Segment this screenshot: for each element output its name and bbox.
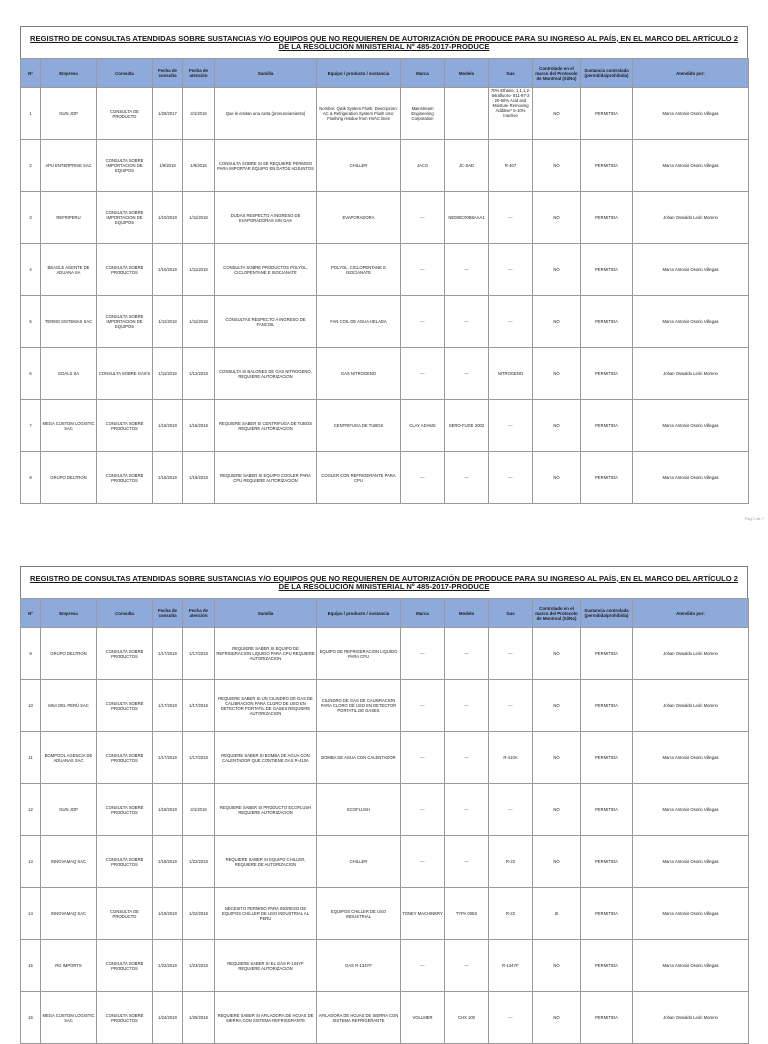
- cell-fa: 1/16/2018: [183, 400, 215, 452]
- cell-n: 11: [21, 732, 41, 784]
- table-row: [21, 296, 749, 348]
- cell-fc: 1/10/2018: [153, 192, 183, 244]
- column-header: Sustancia controlada (permitida/prohibida): [581, 599, 633, 628]
- cell-fa: 1/12/2018: [183, 348, 215, 400]
- cell-marca: CLAY ADAMS: [401, 400, 445, 452]
- cell-empresa: BOMPOOL AGENCIA DE ADUANAS SAC: [41, 732, 97, 784]
- cell-modelo: CHX 100: [445, 992, 489, 1044]
- cell-fc: 1/11/2018: [153, 296, 183, 348]
- cell-sumilla: REQUIERE SABER SI EQUIPO COOLER PARA CPU REQUIERE AUTORIZACION: [215, 452, 317, 504]
- table-row: [21, 888, 749, 940]
- column-header: Marca: [401, 59, 445, 88]
- cell-equipo: FAN COIL DE AGUA HELADA: [317, 296, 401, 348]
- cell-n: 1: [21, 88, 41, 140]
- cell-sumilla: REQUIERE SABER SI PRODUCTO ECOFLUSH REQUIERE AUTORIZACION: [215, 784, 317, 836]
- cell-fc: 1/19/2018: [153, 888, 183, 940]
- cell-gas: R-22: [489, 836, 533, 888]
- cell-fa: 1/17/2018: [183, 680, 215, 732]
- cell-n: 15: [21, 940, 41, 992]
- cell-sumilla: Que le emitan una carta (pronunciamiento): [215, 88, 317, 140]
- cell-fa: 1/23/2018: [183, 940, 215, 992]
- cell-marca: ---: [401, 628, 445, 680]
- cell-ctrl: NO: [533, 400, 581, 452]
- cell-marca: ---: [401, 836, 445, 888]
- cell-consulta: CONSULTA SOBRE PRODUCTOS: [97, 836, 153, 888]
- cell-gas: ---: [489, 784, 533, 836]
- cell-sumilla: NECESITO PERMISO PARA INGRESO DE EQUIPOS CHILLER DE USO INDUSTRIAL AL PERU: [215, 888, 317, 940]
- cell-gas: R-22: [489, 888, 533, 940]
- cell-empresa: MEGA CUSTOM LOGISTIC SAC: [41, 992, 97, 1044]
- column-header: Fecha de atención: [183, 599, 215, 628]
- cell-equipo: GAS R-134YF: [317, 940, 401, 992]
- cell-gas: ---: [489, 452, 533, 504]
- cell-n: 2: [21, 140, 41, 192]
- cell-ctrl: NO: [533, 244, 581, 296]
- cell-sust: PERMITIDA: [581, 452, 633, 504]
- cell-empresa: GUN JOP: [41, 784, 97, 836]
- column-header: Controlado en el marco del Protocolo de Montreal (Si/No): [533, 59, 581, 88]
- cell-ctrl: NO: [533, 940, 581, 992]
- cell-modelo: TYPA 005S: [445, 888, 489, 940]
- table-row: [21, 732, 749, 784]
- cell-equipo: BOMBA DE AGUA CON CALENTADOR: [317, 732, 401, 784]
- cell-gas: R-134YF: [489, 940, 533, 992]
- column-header: Consulta: [97, 59, 153, 88]
- cell-ctrl: NO: [533, 348, 581, 400]
- cell-sumilla: REQUIERE SABER SI EQUIPO DE REFRIGERACION LIQUIDO PARA CPU REQUIERE AUTORIZACION: [215, 628, 317, 680]
- cell-n: 14: [21, 888, 41, 940]
- cell-atendido: Marco Antonio Osorio Villegas: [633, 452, 749, 504]
- cell-sumilla: CONSULTAS RESPECTO A INGRESO DE FANCOIL: [215, 296, 317, 348]
- cell-modelo: ---: [445, 296, 489, 348]
- cell-atendido: Marco Antonio Osorio Villegas: [633, 888, 749, 940]
- cell-fa: 2/1/2018: [183, 88, 215, 140]
- cell-sumilla: CONSULTA SI BALONES DE GAS NITROGENO, REQUIERE AUTORIZACION: [215, 348, 317, 400]
- column-header: Fecha de consulta: [153, 599, 183, 628]
- cell-gas: R-410A: [489, 732, 533, 784]
- cell-atendido: Marco Antonio Osorio Villegas: [633, 732, 749, 784]
- cell-gas: ---: [489, 992, 533, 1044]
- cell-empresa: GUN JOP: [41, 88, 97, 140]
- cell-ctrl: NO: [533, 296, 581, 348]
- cell-ctrl: NO: [533, 732, 581, 784]
- cell-modelo: NE090C00B6AAA1: [445, 192, 489, 244]
- cell-equipo: POLYOL, CICLOPENTANE E ISOCIANATE: [317, 244, 401, 296]
- cell-fc: 1/17/2018: [153, 628, 183, 680]
- cell-consulta: CONSULTA SOBRE GAS'S: [97, 348, 153, 400]
- cell-gas: ---: [489, 400, 533, 452]
- cell-empresa: TERMO SISTEMAS SAC: [41, 296, 97, 348]
- cell-sust: PERMITIDA: [581, 732, 633, 784]
- cell-marca: ---: [401, 732, 445, 784]
- cell-marca: ---: [401, 452, 445, 504]
- cell-sust: PERMITIDA: [581, 348, 633, 400]
- cell-sust: PERMITIDA: [581, 192, 633, 244]
- cell-ctrl: NO: [533, 88, 581, 140]
- cell-n: 10: [21, 680, 41, 732]
- table-row: [21, 836, 749, 888]
- cell-fc: 1/11/2018: [153, 348, 183, 400]
- cell-fc: 1/9/2018: [153, 140, 183, 192]
- cell-ctrl: NO: [533, 680, 581, 732]
- table-row: [21, 680, 749, 732]
- cell-atendido: Marco Antonio Osorio Villegas: [633, 296, 749, 348]
- column-header: Atendido por:: [633, 59, 749, 88]
- cell-ctrl: NO: [533, 192, 581, 244]
- cell-fc: 1/19/2018: [153, 836, 183, 888]
- column-header: Consulta: [97, 599, 153, 628]
- cell-equipo: EQUIPO DE REFRIGERACION LIQUIDO PARA CPU: [317, 628, 401, 680]
- cell-fc: 1/29/2017: [153, 88, 183, 140]
- cell-gas: ---: [489, 192, 533, 244]
- cell-sumilla: REQUIERE SABER SI EL GAS R-134YF REQUIERE AUTORIZACION: [215, 940, 317, 992]
- cell-consulta: CONSULTA DE PRODUCTO: [97, 888, 153, 940]
- cell-sumilla: REQUIERE SABER SI UN CILINDRO DE GAS DE CALIBRACION PARA CLORO DE USO EN DETECTOR PORTATIL DE GASES REQUIERE AUTORIZACION: [215, 680, 317, 732]
- cell-modelo: [445, 88, 489, 140]
- column-header: Sustancia controlada (permitida/prohibida): [581, 59, 633, 88]
- cell-marca: TONEY MACHINERY: [401, 888, 445, 940]
- table-row: [21, 244, 749, 296]
- cell-atendido: Marco Antonio Osorio Villegas: [633, 400, 749, 452]
- column-header: Fecha de atención: [183, 59, 215, 88]
- cell-sumilla: DUDAS RESPECTO A INGRESO DE EVAPORADORAS SIN GAS: [215, 192, 317, 244]
- cell-equipo: EQUIPOS CHILLER DE USO INDUSTRIAL: [317, 888, 401, 940]
- cell-consulta: CONSULTA SOBRE PRODUCTOS: [97, 992, 153, 1044]
- cell-consulta: CONSULTA SOBRE PRODUCTOS: [97, 400, 153, 452]
- cell-sust: PERMITIDA: [581, 244, 633, 296]
- cell-marca: ---: [401, 192, 445, 244]
- cell-n: 3: [21, 192, 41, 244]
- cell-gas: ---: [489, 244, 533, 296]
- cell-equipo: EVAPORADORA: [317, 192, 401, 244]
- cell-fa: 1/11/2018: [183, 296, 215, 348]
- column-header: Modelo: [445, 599, 489, 628]
- cell-sust: PERMITIDA: [581, 940, 633, 992]
- cell-atendido: Johan Oswaldo León Moreno: [633, 628, 749, 680]
- cell-modelo: ---: [445, 940, 489, 992]
- cell-consulta: CONSULTA SOBRE PRODUCTOS: [97, 732, 153, 784]
- cell-fa: 1/9/2018: [183, 140, 215, 192]
- cell-fc: 1/16/2018: [153, 452, 183, 504]
- cell-sust: PERMITIDA: [581, 992, 633, 1044]
- cell-fc: 1/10/2018: [153, 244, 183, 296]
- cell-gas: ---: [489, 680, 533, 732]
- cell-consulta: CONSULTA SOBRE PRODUCTOS: [97, 452, 153, 504]
- cell-empresa: GRUPO DELTRON: [41, 628, 97, 680]
- cell-modelo: ---: [445, 244, 489, 296]
- column-header: Fecha de consulta: [153, 59, 183, 88]
- column-header: Nº: [21, 599, 41, 628]
- cell-modelo: ---: [445, 628, 489, 680]
- consultas-table: [20, 598, 749, 1044]
- column-header: Modelo: [445, 59, 489, 88]
- cell-empresa: BEAGLE AGENTE DE ADUANA SA: [41, 244, 97, 296]
- cell-ctrl: NO: [533, 992, 581, 1044]
- cell-fa: 1/16/2018: [183, 452, 215, 504]
- table-header-row: [21, 59, 749, 88]
- cell-fa: 1/22/2018: [183, 836, 215, 888]
- cell-empresa: MSA DEL PERÚ SAC: [41, 680, 97, 732]
- cell-fa: 1/22/2018: [183, 888, 215, 940]
- cell-fa: 1/25/2018: [183, 992, 215, 1044]
- cell-fc: 1/24/2018: [153, 992, 183, 1044]
- cell-consulta: CONSULTA SOBRE IMPORTACION DE EQUIPOS: [97, 140, 153, 192]
- column-header: Sumilla: [215, 599, 317, 628]
- cell-atendido: Marco Antonio Osorio Villegas: [633, 140, 749, 192]
- table-row: [21, 348, 749, 400]
- cell-empresa: APU ENTERPRISE SAC: [41, 140, 97, 192]
- cell-n: 4: [21, 244, 41, 296]
- cell-marca: ---: [401, 784, 445, 836]
- cell-n: 13: [21, 836, 41, 888]
- column-header: Sumilla: [215, 59, 317, 88]
- cell-equipo: CHILLER: [317, 140, 401, 192]
- table-row: [21, 452, 749, 504]
- cell-gas: NITROGENO: [489, 348, 533, 400]
- cell-n: 16: [21, 992, 41, 1044]
- cell-empresa: INNOVAMAQ SAC: [41, 888, 97, 940]
- cell-modelo: ---: [445, 680, 489, 732]
- cell-sumilla: CONSULTA SOBRE SI SE REQUIERE PERMISO PARA IMPORTAR EQUIPO EN DATOS ADJUNTOS: [215, 140, 317, 192]
- cell-equipo: ECOFLUSH: [317, 784, 401, 836]
- cell-ctrl: NO: [533, 836, 581, 888]
- cell-consulta: CONSULTA SOBRE PRODUCTOS: [97, 244, 153, 296]
- cell-fc: 1/17/2018: [153, 680, 183, 732]
- cell-marca: VOLLMER: [401, 992, 445, 1044]
- cell-n: 8: [21, 452, 41, 504]
- cell-sust: PERMITIDA: [581, 400, 633, 452]
- cell-marca: ---: [401, 680, 445, 732]
- document-title: REGISTRO DE CONSULTAS ATENDIDAS SOBRE SUSTANCIAS Y/O EQUIPOS QUE NO REQUIEREN DE AUTORIZACIÓN DE PRODUCE PARA SU INGRESO AL PAÍS, EN EL MARCO DEL ARTÍCULO 2 DE LA RESOLUCIÓN MINISTERIAL Nº 485-2017-PRODUCE: [20, 566, 748, 598]
- cell-sust: PERMITIDA: [581, 888, 633, 940]
- cell-ctrl: NO: [533, 628, 581, 680]
- cell-modelo: SERO-FUGE 2002: [445, 400, 489, 452]
- cell-empresa: REFRIPERU: [41, 192, 97, 244]
- cell-marca: ---: [401, 296, 445, 348]
- cell-marca: ---: [401, 940, 445, 992]
- cell-sumilla: CONSULTA SOBRE PRODUCTOS POLYOL, CICLOPENTANE E ISOCIANATE: [215, 244, 317, 296]
- cell-n: 9: [21, 628, 41, 680]
- cell-consulta: CONSULTA SOBRE PRODUCTOS: [97, 680, 153, 732]
- cell-equipo: COOLER CON REFRIGERANTE PARA CPU: [317, 452, 401, 504]
- column-header: Marca: [401, 599, 445, 628]
- column-header: Empresa: [41, 599, 97, 628]
- cell-consulta: CONSULTA SOBRE IMPORTACION DE EQUIPOS: [97, 192, 153, 244]
- cell-gas: ---: [489, 628, 533, 680]
- table-row: [21, 140, 749, 192]
- cell-gas: R-407: [489, 140, 533, 192]
- cell-fc: 1/17/2018: [153, 732, 183, 784]
- cell-fa: 1/17/2018: [183, 628, 215, 680]
- cell-equipo: Nombre: Qwik System Flush; Descripcion: AC & Refrigeration System Flush Uso: Flushing residue from HVAC lines: [317, 88, 401, 140]
- table-row: [21, 628, 749, 680]
- cell-equipo: CILINDRO DE GAS DE CALIBRACION PARA CLORO DE USO EN DETECTOR PORTATIL DE GASES: [317, 680, 401, 732]
- cell-atendido: Marco Antonio Osorio Villegas: [633, 940, 749, 992]
- cell-sumilla: REQUIERE SABER SI CENTRIFUGA DE TUBOS REQUIERE AUTORIZACION: [215, 400, 317, 452]
- cell-marca: JACG: [401, 140, 445, 192]
- cell-marca: ---: [401, 244, 445, 296]
- document-page-1: [20, 26, 748, 504]
- cell-empresa: INNOVAMAQ SAC: [41, 836, 97, 888]
- cell-consulta: CONSULTA SOBRE PRODUCTOS: [97, 784, 153, 836]
- table-row: [21, 784, 749, 836]
- cell-marca: ---: [401, 348, 445, 400]
- table-row: [21, 992, 749, 1044]
- cell-gas: 70% Ethane, 1,1,1,2-tetrafluoro- 811-97-2 20-50% Acid and Moisture Removing Additive* 5-10% Inactive: [489, 88, 533, 140]
- cell-n: 12: [21, 784, 41, 836]
- cell-marca: Mainstream Engineering Corporation: [401, 88, 445, 140]
- cell-fc: 1/22/2018: [153, 940, 183, 992]
- cell-sust: PERMITIDA: [581, 836, 633, 888]
- cell-sumilla: REQUIERE SABER SI BOMBA DE AGUA CON CALENTADOR QUE CONTIENE GAS R-410A: [215, 732, 317, 784]
- cell-ctrl: NO: [533, 452, 581, 504]
- cell-n: 6: [21, 348, 41, 400]
- cell-atendido: Marco Antonio Osorio Villegas: [633, 244, 749, 296]
- cell-n: 7: [21, 400, 41, 452]
- consultas-table: [20, 58, 749, 504]
- cell-ctrl: NO: [533, 140, 581, 192]
- cell-atendido: Johan Oswaldo León Moreno: [633, 192, 749, 244]
- cell-empresa: GRUPO DELTRON: [41, 452, 97, 504]
- cell-atendido: Johan Oswaldo León Moreno: [633, 348, 749, 400]
- cell-sust: PERMITIDA: [581, 296, 633, 348]
- cell-ctrl: SI: [533, 888, 581, 940]
- cell-modelo: ---: [445, 732, 489, 784]
- cell-modelo: JC-SAD: [445, 140, 489, 192]
- cell-ctrl: NO: [533, 784, 581, 836]
- cell-sust: PERMITIDA: [581, 628, 633, 680]
- cell-equipo: CENTRIFUGA DE TUBOS: [317, 400, 401, 452]
- cell-fa: 1/11/2018: [183, 244, 215, 296]
- cell-empresa: RG IMPORTS: [41, 940, 97, 992]
- cell-modelo: ---: [445, 784, 489, 836]
- cell-fa: 2/1/2018: [183, 784, 215, 836]
- cell-empresa: MEGA CUSTOM LOGISTIC SAC: [41, 400, 97, 452]
- table-row: [21, 940, 749, 992]
- cell-atendido: Marco Antonio Osorio Villegas: [633, 88, 749, 140]
- column-header: Equipo / producto / sustancia: [317, 59, 401, 88]
- column-header: Atendido por:: [633, 599, 749, 628]
- cell-fc: 1/16/2018: [153, 400, 183, 452]
- table-row: [21, 400, 749, 452]
- page-number: Pág 1 de 7: [744, 516, 764, 521]
- column-header: Gas: [489, 59, 533, 88]
- cell-modelo: ---: [445, 348, 489, 400]
- cell-sust: PERMITIDA: [581, 140, 633, 192]
- column-header: Empresa: [41, 59, 97, 88]
- table-row: [21, 192, 749, 244]
- column-header: Equipo / producto / sustancia: [317, 599, 401, 628]
- cell-sumilla: REQUIERE SABER SI EQUIPO CHILLER, REQUIERE DE AUTORIZACION: [215, 836, 317, 888]
- document-page-2: [20, 566, 748, 1044]
- cell-fa: 1/17/2018: [183, 732, 215, 784]
- cell-equipo: AFILADORA DE HOJAS DE SIERRA CON SISTEMA REFRIGERANTE: [317, 992, 401, 1044]
- column-header: Nº: [21, 59, 41, 88]
- cell-atendido: Marco Antonio Osorio Villegas: [633, 784, 749, 836]
- table-header-row: [21, 599, 749, 628]
- cell-atendido: Marco Antonio Osorio Villegas: [633, 836, 749, 888]
- table-row: [21, 88, 749, 140]
- cell-atendido: Johan Oswaldo León Moreno: [633, 992, 749, 1044]
- cell-consulta: CONSULTA DE PRODUCTO: [97, 88, 153, 140]
- cell-sust: PERMITIDA: [581, 680, 633, 732]
- cell-sust: PERMITIDA: [581, 88, 633, 140]
- cell-equipo: CHILLER: [317, 836, 401, 888]
- cell-fa: 1/11/2018: [183, 192, 215, 244]
- cell-fc: 1/18/2018: [153, 784, 183, 836]
- cell-gas: ---: [489, 296, 533, 348]
- cell-modelo: ---: [445, 452, 489, 504]
- cell-atendido: Johan Oswaldo León Moreno: [633, 680, 749, 732]
- cell-n: 5: [21, 296, 41, 348]
- document-title: REGISTRO DE CONSULTAS ATENDIDAS SOBRE SUSTANCIAS Y/O EQUIPOS QUE NO REQUIEREN DE AUTORIZACIÓN DE PRODUCE PARA SU INGRESO AL PAÍS, EN EL MARCO DEL ARTÍCULO 2 DE LA RESOLUCIÓN MINISTERIAL Nº 485-2017-PRODUCE: [20, 26, 748, 58]
- cell-sust: PERMITIDA: [581, 784, 633, 836]
- cell-sumilla: REQUIERE SABER SI AFILADORA DE HOJAS DE SIERRA CON SISTEMA REFRIGERANTE: [215, 992, 317, 1044]
- cell-equipo: GAS NITROGENO: [317, 348, 401, 400]
- cell-modelo: ---: [445, 836, 489, 888]
- cell-consulta: CONSULTA SOBRE IMPORTACION DE EQUIPOS: [97, 296, 153, 348]
- cell-consulta: CONSULTA SOBRE PRODUCTOS: [97, 940, 153, 992]
- cell-consulta: CONSULTA SOBRE PRODUCTOS: [97, 628, 153, 680]
- column-header: Controlado en el marco del Protocolo de Montreal (Si/No): [533, 599, 581, 628]
- cell-empresa: GOALS SA: [41, 348, 97, 400]
- column-header: Gas: [489, 599, 533, 628]
